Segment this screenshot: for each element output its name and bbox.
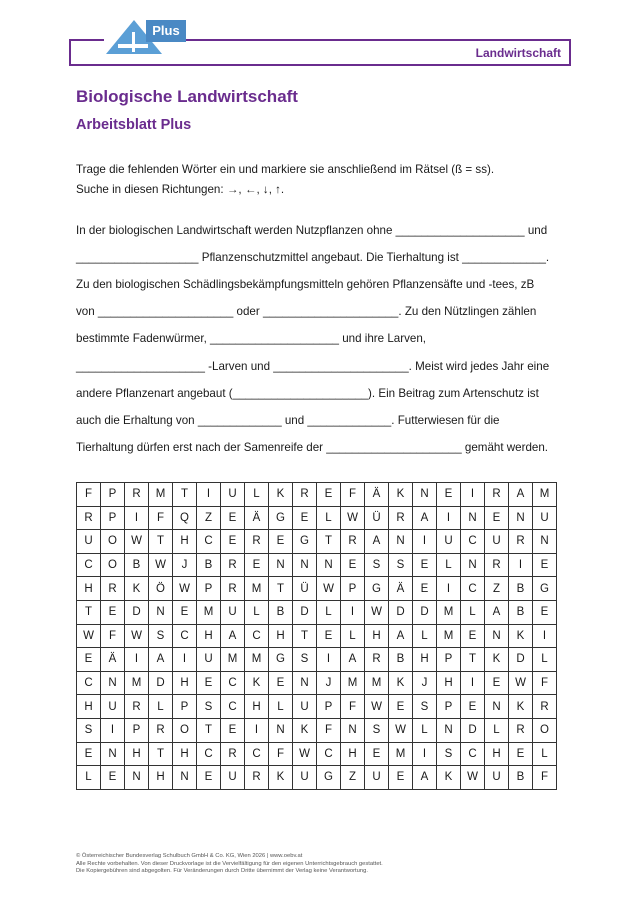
grid-cell[interactable]: J [317,671,341,695]
grid-cell[interactable]: N [509,506,533,530]
grid-cell[interactable]: U [293,695,317,719]
grid-cell[interactable]: I [317,648,341,672]
grid-cell[interactable]: L [245,600,269,624]
grid-cell[interactable]: W [125,624,149,648]
instruction-line: Trage die fehlenden Wörter ein und markiere sie anschließend im Rätsel (ß = ss). [76,163,495,176]
grid-cell[interactable]: H [365,624,389,648]
grid-cell[interactable]: W [317,577,341,601]
grid-cell[interactable]: T [197,718,221,742]
grid-cell[interactable]: W [389,718,413,742]
grid-cell[interactable]: C [77,553,101,577]
grid-cell[interactable]: C [461,577,485,601]
logo-label: Plus [146,20,186,42]
grid-cell[interactable]: I [125,506,149,530]
grid-cell[interactable]: U [221,483,245,507]
grid-cell[interactable]: U [197,648,221,672]
grid-cell[interactable]: C [197,530,221,554]
grid-cell[interactable]: D [149,671,173,695]
grid-cell[interactable]: L [149,695,173,719]
grid-cell[interactable]: B [389,648,413,672]
grid-cell[interactable]: N [413,483,437,507]
grid-cell[interactable]: K [269,483,293,507]
grid-cell[interactable]: R [293,483,317,507]
grid-cell[interactable]: R [485,553,509,577]
grid-cell[interactable]: N [101,742,125,766]
grid-cell[interactable]: E [221,718,245,742]
grid-cell[interactable]: H [77,695,101,719]
text-line: Zu den biologischen Schädlingsbekämpfungsmitteln gehören Pflanzensäfte und -tees, zB [76,278,535,292]
grid-cell[interactable]: H [245,695,269,719]
grid-cell[interactable]: N [533,530,557,554]
grid-cell[interactable]: W [293,742,317,766]
grid-cell[interactable]: Ö [149,577,173,601]
grid-cell[interactable]: E [461,695,485,719]
grid-cell[interactable]: R [365,648,389,672]
grid-cell[interactable]: U [365,766,389,790]
grid-cell[interactable]: R [509,530,533,554]
grid-cell[interactable]: W [125,530,149,554]
grid-cell[interactable]: D [413,600,437,624]
grid-cell[interactable]: E [221,530,245,554]
page-title: Biologische Landwirtschaft [76,87,298,106]
grid-cell[interactable]: M [437,624,461,648]
grid-cell[interactable]: E [173,600,197,624]
grid-cell[interactable]: A [389,624,413,648]
grid-cell[interactable]: U [533,506,557,530]
grid-cell[interactable]: W [149,553,173,577]
grid-row [77,648,557,672]
grid-cell[interactable]: M [197,600,221,624]
grid-cell[interactable]: U [221,600,245,624]
grid-cell[interactable]: E [101,600,125,624]
grid-cell[interactable]: Ü [293,577,317,601]
grid-cell[interactable]: U [221,766,245,790]
grid-cell[interactable]: I [341,600,365,624]
grid-cell[interactable]: F [533,766,557,790]
grid-cell[interactable]: N [485,695,509,719]
grid-cell[interactable]: K [293,718,317,742]
grid-cell[interactable]: E [293,506,317,530]
grid-cell[interactable]: C [461,742,485,766]
grid-cell[interactable]: R [221,742,245,766]
grid-cell[interactable]: E [365,742,389,766]
grid-cell[interactable]: L [317,506,341,530]
text-line: andere Pflanzenart angebaut (_____________________). Ein Beitrag zum Artenschutz ist [76,386,539,400]
grid-cell[interactable]: T [173,483,197,507]
grid-cell[interactable]: M [389,742,413,766]
grid-cell[interactable]: F [101,624,125,648]
grid-row [77,483,557,507]
footer-line: Die Kopiergebühren sind abgegolten. Für Veränderungen durch Dritte übernimmt der Verlag keine Verantwortung. [76,868,368,875]
grid-cell[interactable]: E [461,624,485,648]
text-line: ___________________ Pflanzenschutzmittel angebaut. Die Tierhaltung ist _____________. [76,251,550,265]
grid-cell[interactable]: E [533,553,557,577]
grid-cell[interactable]: Ä [389,577,413,601]
grid-cell[interactable]: G [269,506,293,530]
grid-cell[interactable]: N [461,553,485,577]
grid-cell[interactable]: K [389,483,413,507]
grid-cell[interactable]: E [413,577,437,601]
grid-cell[interactable]: C [221,671,245,695]
grid-cell[interactable]: D [389,600,413,624]
grid-cell[interactable]: E [269,671,293,695]
grid-cell[interactable]: I [509,553,533,577]
grid-cell[interactable]: I [413,530,437,554]
grid-cell[interactable]: E [221,506,245,530]
grid-cell[interactable]: H [197,624,221,648]
footer-line: Alle Rechte vorbehalten. Von dieser Druckvorlage ist die Vervielfältigung für den eigenen Unterrichtsgebrauch gestattet. [76,860,383,867]
grid-cell[interactable]: M [365,671,389,695]
grid-cell[interactable]: R [149,718,173,742]
grid-cell[interactable]: S [149,624,173,648]
grid-cell[interactable]: B [269,600,293,624]
grid-cell[interactable]: I [461,671,485,695]
grid-cell[interactable]: K [125,577,149,601]
grid-cell[interactable]: T [461,648,485,672]
grid-row [77,742,557,766]
grid-cell[interactable]: L [413,718,437,742]
text-line: In der biologischen Landwirtschaft werden Nutzpflanzen ohne ____________________ und [76,224,548,237]
grid-cell[interactable]: L [77,766,101,790]
grid-cell[interactable]: Ü [365,506,389,530]
grid-cell[interactable]: W [77,624,101,648]
grid-cell[interactable]: N [437,718,461,742]
grid-cell[interactable]: N [293,553,317,577]
grid-cell[interactable]: P [101,483,125,507]
grid-cell[interactable]: D [461,718,485,742]
grid-cell[interactable]: R [221,577,245,601]
grid-cell[interactable]: R [533,695,557,719]
grid-row [77,624,557,648]
grid-cell[interactable]: S [389,553,413,577]
grid-cell[interactable]: L [533,742,557,766]
grid-cell[interactable]: N [317,553,341,577]
grid-cell[interactable]: E [77,742,101,766]
grid-cell[interactable]: A [341,648,365,672]
grid-cell[interactable]: S [77,718,101,742]
grid-cell[interactable]: E [509,742,533,766]
grid-cell[interactable]: R [77,506,101,530]
grid-cell[interactable]: S [197,695,221,719]
grid-cell[interactable]: F [341,695,365,719]
grid-cell[interactable]: M [149,483,173,507]
grid-cell[interactable]: B [125,553,149,577]
grid-cell[interactable]: T [317,530,341,554]
grid-cell[interactable]: D [293,600,317,624]
grid-cell[interactable]: R [245,766,269,790]
grid-cell[interactable]: H [173,742,197,766]
grid-cell[interactable]: L [533,648,557,672]
grid-cell[interactable]: C [317,742,341,766]
grid-cell[interactable]: R [125,483,149,507]
word-search-grid [76,482,557,790]
footer-line: © Österreichischer Bundesverlag Schulbuch GmbH & Co. KG, Wien 2026 | www.oebv.at [76,853,303,859]
grid-cell[interactable]: S [365,718,389,742]
grid-cell[interactable]: Ä [101,648,125,672]
grid-cell[interactable]: M [533,483,557,507]
grid-cell[interactable]: S [413,695,437,719]
grid-cell[interactable]: K [269,766,293,790]
grid-cell[interactable]: T [149,530,173,554]
grid-cell[interactable]: E [533,600,557,624]
grid-cell[interactable]: I [245,718,269,742]
grid-cell[interactable]: H [269,624,293,648]
grid-cell[interactable]: H [485,742,509,766]
grid-cell[interactable]: I [533,624,557,648]
grid-cell[interactable]: E [197,766,221,790]
grid-cell[interactable]: G [533,577,557,601]
grid-row [77,506,557,530]
text-line: auch die Erhaltung von _____________ und _____________. Futterwiesen für die [76,413,500,427]
grid-cell[interactable]: H [341,742,365,766]
grid-cell[interactable]: L [269,695,293,719]
grid-cell[interactable]: H [149,766,173,790]
grid-cell[interactable]: I [461,483,485,507]
grid-cell[interactable]: S [365,553,389,577]
grid-cell[interactable]: A [221,624,245,648]
grid-cell[interactable]: B [197,553,221,577]
grid-cell[interactable]: E [389,695,413,719]
grid-cell[interactable]: T [149,742,173,766]
grid-cell[interactable]: N [461,506,485,530]
grid-cell[interactable]: Q [173,506,197,530]
grid-cell[interactable]: W [365,600,389,624]
grid-cell[interactable]: N [149,600,173,624]
grid-cell[interactable]: L [317,600,341,624]
grid-cell[interactable]: R [101,577,125,601]
grid-cell[interactable]: P [341,577,365,601]
grid-cell[interactable]: A [149,648,173,672]
grid-cell[interactable]: I [437,577,461,601]
grid-row [77,553,557,577]
grid-cell[interactable]: U [77,530,101,554]
grid-cell[interactable]: E [389,766,413,790]
grid-cell[interactable]: C [245,742,269,766]
grid-cell[interactable]: K [509,695,533,719]
grid-row [77,577,557,601]
grid-cell[interactable]: P [197,577,221,601]
grid-cell[interactable]: I [437,506,461,530]
grid-cell[interactable]: I [173,648,197,672]
grid-cell[interactable]: L [461,600,485,624]
grid-cell[interactable]: T [269,577,293,601]
grid-cell[interactable]: E [437,483,461,507]
text-line: von _____________________ oder _____________________. Zu den Nützlingen zählen [76,305,537,319]
grid-cell[interactable]: N [125,766,149,790]
grid-cell[interactable]: W [461,766,485,790]
grid-cell[interactable]: P [125,718,149,742]
grid-cell[interactable]: A [365,530,389,554]
grid-cell[interactable]: E [269,530,293,554]
grid-cell[interactable]: H [437,671,461,695]
grid-row [77,695,557,719]
grid-cell[interactable]: G [365,577,389,601]
instruction-line: Suche in diesen Richtungen: →, ←, ↓, ↑. [76,183,285,196]
grid-cell[interactable]: R [485,483,509,507]
grid-cell[interactable]: Ä [245,506,269,530]
grid-cell[interactable]: G [317,766,341,790]
grid-cell[interactable]: I [125,648,149,672]
grid-cell[interactable]: E [197,671,221,695]
grid-cell[interactable]: C [197,742,221,766]
grid-cell[interactable]: K [509,624,533,648]
grid-cell[interactable]: M [341,671,365,695]
grid-cell[interactable]: W [365,695,389,719]
grid-cell[interactable]: E [245,553,269,577]
grid-cell[interactable]: R [221,553,245,577]
grid-cell[interactable]: F [317,718,341,742]
grid-cell[interactable]: W [341,506,365,530]
grid-cell[interactable]: U [485,766,509,790]
grid-cell[interactable]: Z [197,506,221,530]
grid-cell[interactable]: F [341,483,365,507]
grid-cell[interactable]: E [485,671,509,695]
grid-cell[interactable]: M [245,648,269,672]
grid-cell[interactable]: L [413,624,437,648]
grid-cell[interactable]: C [245,624,269,648]
grid-cell[interactable]: F [533,671,557,695]
grid-cell[interactable]: Z [341,766,365,790]
grid-cell[interactable]: C [77,671,101,695]
grid-cell[interactable]: P [437,695,461,719]
grid-cell[interactable]: P [317,695,341,719]
grid-cell[interactable]: O [101,553,125,577]
grid-cell[interactable]: N [101,671,125,695]
grid-cell[interactable]: C [173,624,197,648]
grid-cell[interactable]: C [461,530,485,554]
text-line: Tierhaltung dürfen erst nach der Samenreife der _____________________ gemäht werden. [76,440,549,454]
grid-cell[interactable]: M [125,671,149,695]
grid-cell[interactable]: E [101,766,125,790]
grid-cell[interactable]: S [293,648,317,672]
grid-cell[interactable]: L [437,553,461,577]
grid-cell[interactable]: F [77,483,101,507]
grid-row [77,530,557,554]
grid-cell[interactable]: L [341,624,365,648]
grid-cell[interactable]: W [173,577,197,601]
grid-cell[interactable]: H [173,671,197,695]
grid-cell[interactable]: Z [485,577,509,601]
grid-cell[interactable]: B [509,600,533,624]
grid-cell[interactable]: L [485,718,509,742]
grid-cell[interactable]: Ä [365,483,389,507]
grid-cell[interactable]: B [509,577,533,601]
grid-cell[interactable]: H [413,648,437,672]
grid-cell[interactable]: N [341,718,365,742]
footer [76,853,383,876]
grid-cell[interactable]: D [509,648,533,672]
grid-cell[interactable]: L [245,483,269,507]
grid-cell[interactable]: K [245,671,269,695]
grid-cell[interactable]: P [173,695,197,719]
grid-cell[interactable]: G [269,648,293,672]
grid-cell[interactable]: M [437,600,461,624]
grid-cell[interactable]: U [485,530,509,554]
grid-cell[interactable]: H [125,742,149,766]
grid-row [77,600,557,624]
grid-cell[interactable]: U [101,695,125,719]
grid-cell[interactable]: D [125,600,149,624]
grid-cell[interactable]: O [533,718,557,742]
grid-cell[interactable]: R [125,695,149,719]
grid-cell[interactable]: I [197,483,221,507]
grid-cell[interactable]: P [101,506,125,530]
grid-cell[interactable]: E [413,553,437,577]
grid-cell[interactable]: E [77,648,101,672]
grid-cell[interactable]: E [317,483,341,507]
grid-cell[interactable]: R [389,506,413,530]
grid-cell[interactable]: N [269,718,293,742]
grid-cell[interactable]: F [149,506,173,530]
grid-cell[interactable]: B [509,766,533,790]
grid-cell[interactable]: A [485,600,509,624]
grid-cell[interactable]: N [485,624,509,648]
grid-cell[interactable]: H [77,577,101,601]
grid-cell[interactable]: P [437,648,461,672]
grid-cell[interactable]: E [485,506,509,530]
page-subtitle: Arbeitsblatt Plus [76,117,192,133]
grid-cell[interactable]: M [221,648,245,672]
grid-cell[interactable]: T [293,624,317,648]
grid-cell[interactable]: N [293,671,317,695]
grid-cell[interactable]: R [341,530,365,554]
text-line: bestimmte Fadenwürmer, ____________________ und ihre Larven, [76,332,426,346]
grid-cell[interactable]: E [341,553,365,577]
grid-cell[interactable]: K [389,671,413,695]
grid-row [77,718,557,742]
grid-cell[interactable]: E [317,624,341,648]
grid-cell[interactable]: R [509,718,533,742]
grid-cell[interactable]: S [437,742,461,766]
grid-cell[interactable]: M [245,577,269,601]
grid-cell[interactable]: I [101,718,125,742]
grid-cell[interactable]: H [173,530,197,554]
grid-cell[interactable]: J [173,553,197,577]
grid-cell[interactable]: K [437,766,461,790]
grid-cell[interactable]: W [509,671,533,695]
grid-cell[interactable]: N [389,530,413,554]
grid-cell[interactable]: A [413,766,437,790]
grid-cell[interactable]: N [173,766,197,790]
header-subject: Landwirtschaft [475,46,561,60]
plus-logo [104,18,186,58]
grid-cell[interactable]: A [509,483,533,507]
grid-cell[interactable]: K [485,648,509,672]
grid-cell[interactable]: G [293,530,317,554]
text-line: ____________________ -Larven und _____________________. Meist wird jedes Jahr eine [76,359,550,373]
grid-row [77,766,557,790]
grid-row [77,671,557,695]
grid-cell[interactable]: A [413,506,437,530]
grid-cell[interactable]: I [413,742,437,766]
grid-cell[interactable]: T [77,600,101,624]
grid-cell[interactable]: J [413,671,437,695]
grid-cell[interactable]: U [293,766,317,790]
grid-cell[interactable]: F [269,742,293,766]
grid-cell[interactable]: C [221,695,245,719]
grid-cell[interactable]: O [173,718,197,742]
grid-cell[interactable]: U [437,530,461,554]
grid-cell[interactable]: O [101,530,125,554]
grid-cell[interactable]: R [245,530,269,554]
grid-cell[interactable]: N [269,553,293,577]
